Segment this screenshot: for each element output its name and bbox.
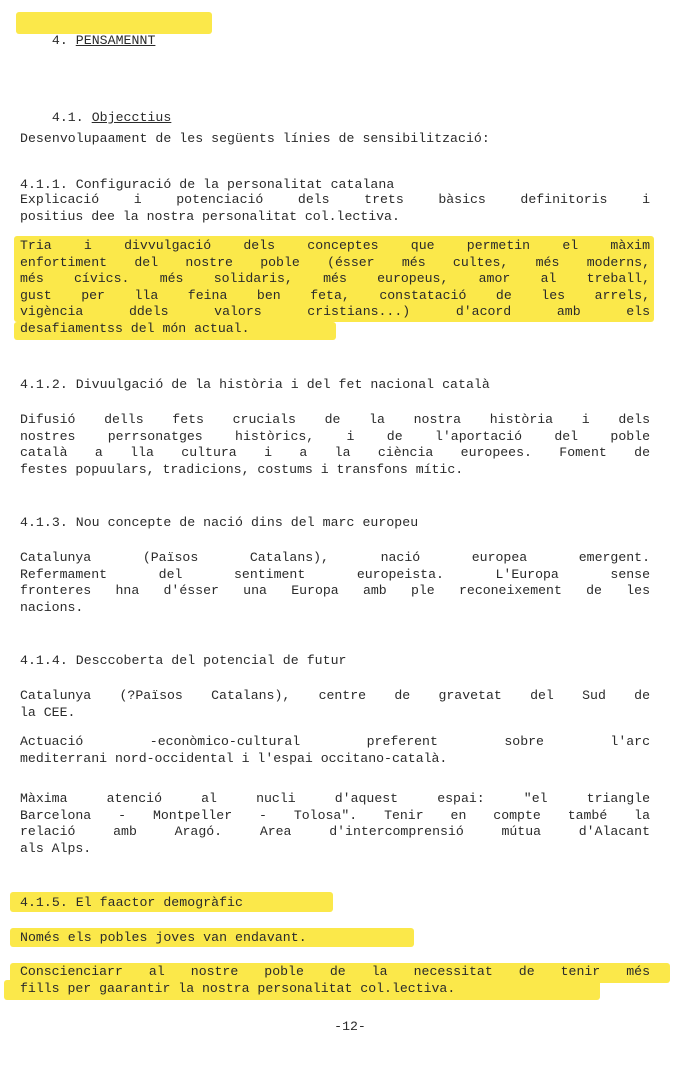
paragraph-4-1-1-b <box>20 238 650 337</box>
paragraph-4-1-1-a <box>20 192 650 225</box>
text-line: Catalunya (Països Catalans), nació europea emergent. <box>20 550 650 565</box>
page-number: -12- <box>334 1019 366 1034</box>
text-line: gust per lla feina ben feta, constatació de les arrels, <box>20 287 650 303</box>
subsection-heading-4-1-3: 4.1.3. Nou concepte de nació dins del marc europeu <box>20 515 419 530</box>
text-line: Explicació i potenciació dels trets bàsics definitoris i <box>20 192 650 207</box>
text-line: Màxima atenció al nucli d'aquest espai: "el triangle <box>20 791 650 806</box>
section-number: 4. <box>51 33 68 48</box>
section-title <box>20 15 155 66</box>
text-line: vigència ddels valors cristians...) d'acord amb els <box>20 304 650 319</box>
text-line: nostres perrsonatges històrics, i de l'aportació del poble <box>20 428 650 444</box>
subsection-heading-4-1-4: 4.1.4. Desccoberta del potencial de futur <box>20 653 347 668</box>
text-line: Catalunya (?Països Catalans), centre de gravetat del Sud de <box>20 688 650 703</box>
text-line: fills per gaarantir la nostra personalitat col.lectiva. <box>20 980 456 996</box>
text-line: relació amb Aragó. Area d'intercomprensió mútua d'Alacant <box>20 824 650 839</box>
text-line: Barcelona - Montpeller - Tolosa". Tenir en compte també la <box>20 807 650 823</box>
subsection-heading-4-1-5: 4.1.5. El faactor demogràfic <box>20 895 243 910</box>
text-line: mediterrani nord-occidental i l'espai occitano-català. <box>20 750 448 766</box>
intro-text: Desenvolupaament de les següents línies de sensibilització: <box>20 131 490 146</box>
text-line: enfortiment del nostre poble (ésser més cultes, més moderns, <box>20 254 650 270</box>
text-line: més cívics. més solidaris, més europeus, amor al treball, <box>20 271 650 286</box>
text-line: la CEE. <box>20 704 76 720</box>
paragraph-4-1-5-b <box>20 964 650 997</box>
text-line: festes popuulars, tradicions, costums i transfons mític. <box>20 461 464 477</box>
subsection-heading-4-1-1: 4.1.1. Configuració de la personalitat catalana <box>20 177 395 192</box>
text-line: desafiamentss del món actual. <box>20 320 250 336</box>
text-line: català a lla cultura i a la ciència europees. Foment de <box>20 445 650 460</box>
paragraph-4-1-4-b <box>20 734 650 767</box>
objectives-number: 4.1. <box>51 110 84 125</box>
text-line: nacions. <box>20 599 84 615</box>
text-line: als Alps. <box>20 840 92 856</box>
text-line: positius dee la nostra personalitat col.lectiva. <box>20 208 400 224</box>
text-line: Refermament del sentiment europeista. L'Europa sense <box>20 566 650 582</box>
paragraph-4-1-3 <box>20 550 650 616</box>
text-line: Conscienciarr al nostre poble de la necessitat de tenir més <box>20 964 650 979</box>
section-title-text: PENSAMENNT <box>75 33 156 48</box>
text-line: Difusió dells fets crucials de la nostra història i dels <box>20 412 650 427</box>
subsection-heading-4-1-2: 4.1.2. Divuulgació de la història i del fet nacional català <box>20 377 490 392</box>
paragraph-4-1-4-a <box>20 688 650 721</box>
paragraph-4-1-4-c <box>20 791 650 857</box>
text-line: fronteres hna d'ésser una Europa amb ple reconeixement de les <box>20 583 650 598</box>
objectives-title: Objecctius <box>91 110 172 125</box>
text-line: Tria i divvulgació dels conceptes que permetin el màxim <box>20 238 650 253</box>
paragraph-4-1-2 <box>20 412 650 478</box>
text-line: Actuació -econòmico-cultural preferent sobre l'arc <box>20 734 650 749</box>
paragraph-4-1-5-a: Només els pobles joves van endavant. <box>20 930 307 945</box>
